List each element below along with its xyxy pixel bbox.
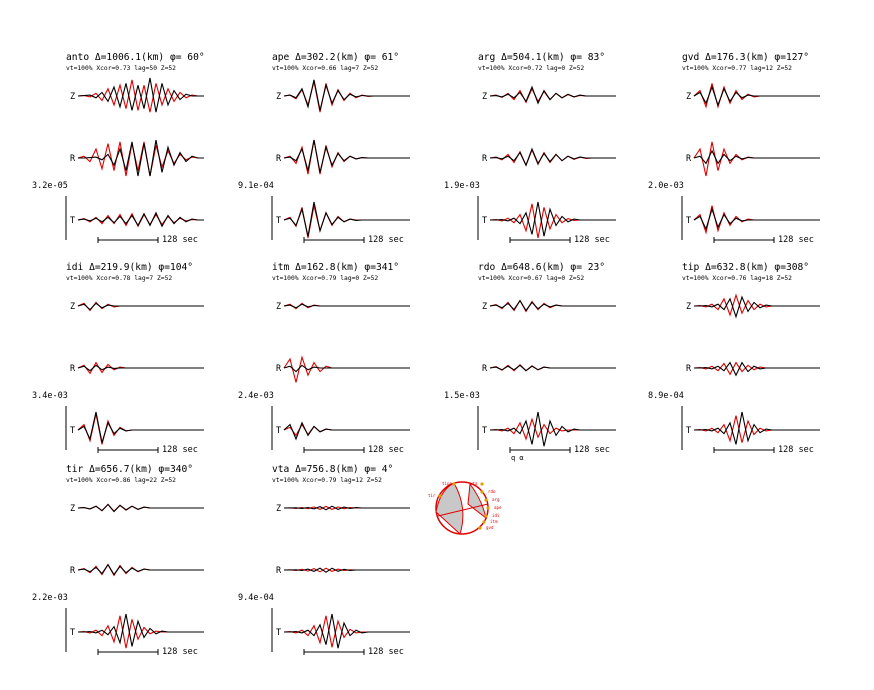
component-label: T [70, 216, 76, 226]
component-label: T [276, 216, 282, 226]
observed-trace [694, 87, 814, 105]
station-marker [480, 482, 483, 485]
time-scale-label: 128 sec [368, 647, 404, 657]
synthetic-trace [284, 140, 404, 174]
amplitude-label: 3.2e-05 [32, 181, 68, 191]
synthetic-trace [694, 142, 814, 176]
observed-trace [78, 365, 198, 370]
amplitude-label: 2.4e-03 [238, 391, 274, 401]
observed-trace [284, 304, 404, 308]
beachball-station-label: vta [470, 481, 478, 486]
observed-trace [78, 78, 198, 112]
amplitude-label: 2.0e-03 [648, 181, 684, 191]
station-panel [238, 464, 410, 657]
station-panel [648, 262, 820, 455]
component-label: R [70, 566, 76, 576]
observed-trace [490, 87, 610, 103]
beachball-station-label: rdo [488, 489, 496, 494]
amplitude-label: 2.2e-03 [32, 593, 68, 603]
station-marker [482, 520, 485, 523]
fit-statistics: vt=100% Xcor=0.78 lag=7 Z=52 [66, 275, 173, 282]
fit-statistics: vt=100% Xcor=0.79 lag=0 Z=52 [272, 275, 379, 282]
observed-trace [490, 202, 610, 236]
component-label: Z [276, 504, 282, 514]
time-scale-label: 128 sec [368, 445, 404, 455]
beachball-station-label: tipo [442, 481, 453, 486]
fit-statistics: vt=100% Xcor=0.76 lag=18 Z=52 [682, 275, 792, 282]
synthetic-trace [284, 357, 404, 382]
station-title: arg Δ=504.1(km) φ= 83° [478, 52, 606, 63]
beachball-caption: q α [511, 454, 524, 462]
observed-trace [78, 303, 198, 309]
beachball-station-label: gvd [486, 525, 494, 530]
beachball-station-label: idi [492, 513, 500, 518]
component-label: R [276, 566, 282, 576]
component-label: Z [70, 92, 76, 102]
component-label: Z [482, 302, 488, 312]
time-scale-label: 128 sec [574, 235, 610, 245]
fit-statistics: vt=100% Xcor=0.72 lag=0 Z=52 [478, 65, 585, 72]
station-title: ape Δ=302.2(km) φ= 61° [272, 52, 400, 63]
station-panel [238, 52, 410, 245]
beachball-station-label: tir [428, 493, 436, 498]
component-label: T [686, 426, 692, 436]
component-label: Z [70, 504, 76, 514]
time-scale-label: 128 sec [162, 647, 198, 657]
component-label: Z [482, 92, 488, 102]
component-label: Z [686, 302, 692, 312]
station-panel [238, 262, 410, 455]
fit-statistics: vt=100% Xcor=0.77 lag=12 Z=52 [682, 65, 792, 72]
synthetic-trace [284, 82, 404, 113]
component-label: R [276, 154, 282, 164]
component-label: Z [70, 302, 76, 312]
fit-statistics: vt=100% Xcor=0.66 lag=7 Z=52 [272, 65, 379, 72]
beachball-station-label: arg [492, 497, 500, 502]
station-panel [32, 262, 204, 455]
station-title: idi Δ=219.9(km) φ=104° [66, 262, 194, 273]
observed-trace [694, 363, 814, 376]
observed-trace [78, 504, 198, 511]
component-label: T [686, 216, 692, 226]
component-label: Z [686, 92, 692, 102]
observed-trace [284, 202, 404, 236]
synthetic-trace [78, 414, 198, 445]
time-scale-label: 128 sec [574, 445, 610, 455]
component-label: T [70, 628, 76, 638]
component-label: R [482, 154, 488, 164]
station-panel [32, 52, 205, 245]
time-scale-label: 128 sec [368, 235, 404, 245]
station-marker [438, 494, 441, 497]
station-marker [484, 498, 487, 501]
observed-trace [284, 614, 404, 648]
amplitude-label: 1.5e-03 [444, 391, 480, 401]
station-title: anto Δ=1006.1(km) φ= 60° [66, 52, 205, 63]
component-label: Z [276, 302, 282, 312]
station-panel [444, 52, 616, 245]
amplitude-label: 1.9e-03 [444, 181, 480, 191]
fit-statistics: vt=100% Xcor=0.79 lag=12 Z=52 [272, 477, 382, 484]
amplitude-label: 9.4e-04 [238, 593, 274, 603]
observed-trace [284, 365, 404, 371]
station-title: tip Δ=632.8(km) φ=308° [682, 262, 810, 273]
observed-trace [694, 209, 814, 229]
component-label: T [276, 628, 282, 638]
focal-mechanism-beachball [428, 481, 502, 534]
time-scale-label: 128 sec [778, 445, 814, 455]
observed-trace [490, 412, 610, 446]
beachball-station-label: itm [490, 519, 498, 524]
component-label: R [276, 364, 282, 374]
amplitude-label: 3.4e-03 [32, 391, 68, 401]
component-label: R [70, 154, 76, 164]
station-title: tir Δ=656.7(km) φ=340° [66, 464, 194, 475]
component-label: Z [276, 92, 282, 102]
station-marker [452, 482, 455, 485]
station-title: vta Δ=756.8(km) φ= 4° [272, 464, 394, 475]
synthetic-trace [78, 142, 198, 176]
observed-trace [78, 213, 198, 227]
station-marker [480, 490, 483, 493]
observed-trace [284, 80, 404, 111]
time-scale-label: 128 sec [162, 445, 198, 455]
station-title: gvd Δ=176.3(km) φ=127° [682, 52, 810, 63]
station-panel [648, 52, 820, 245]
component-label: T [482, 216, 488, 226]
station-marker [486, 506, 489, 509]
station-panel [32, 464, 204, 657]
station-panels [32, 52, 820, 657]
station-marker [478, 526, 481, 529]
station-title: rdo Δ=648.6(km) φ= 23° [478, 262, 606, 273]
amplitude-label: 8.9e-04 [648, 391, 684, 401]
observed-trace [694, 297, 814, 317]
fit-statistics: vt=100% Xcor=0.67 lag=0 Z=52 [478, 275, 585, 282]
component-label: R [482, 364, 488, 374]
synthetic-trace [694, 416, 814, 443]
observed-trace [284, 506, 404, 510]
component-label: T [70, 426, 76, 436]
amplitude-label: 9.1e-04 [238, 181, 274, 191]
component-label: R [686, 154, 692, 164]
observed-trace [284, 140, 404, 172]
fit-statistics: vt=100% Xcor=0.73 lag=50 Z=52 [66, 65, 176, 72]
observed-trace [490, 365, 610, 370]
station-title: itm Δ=162.8(km) φ=341° [272, 262, 400, 273]
time-scale-label: 128 sec [778, 235, 814, 245]
beachball-station-label: ape [494, 505, 502, 510]
observed-trace [694, 151, 814, 164]
station-panel [444, 262, 616, 455]
time-scale-label: 128 sec [162, 235, 198, 245]
component-label: R [686, 364, 692, 374]
synthetic-trace [78, 80, 198, 112]
station-marker [484, 514, 487, 517]
synthetic-trace [694, 295, 814, 315]
fit-statistics: vt=100% Xcor=0.86 lag=22 Z=52 [66, 477, 176, 484]
component-label: T [482, 426, 488, 436]
component-label: T [276, 426, 282, 436]
component-label: R [70, 364, 76, 374]
